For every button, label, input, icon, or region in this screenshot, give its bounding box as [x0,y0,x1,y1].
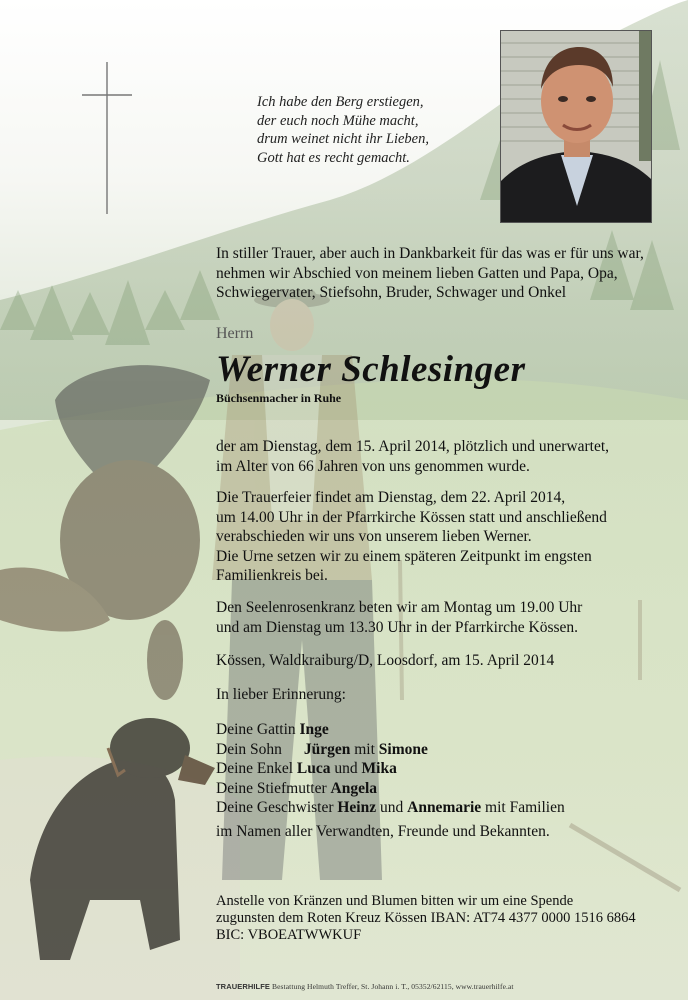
closing-line: im Namen aller Verwandten, Freunde und Bekannten. [216,823,550,840]
family-label: Deine Enkel [216,760,294,777]
death-notice-line: der am Dienstag, dem 15. April 2014, plötzlich und unerwartet, [216,438,610,455]
verse-line: drum weinet nicht ihr Lieben, [257,131,429,147]
place-date: Kössen, Waldkraiburg/D, Loosdorf, am 15. April 2014 [216,652,555,669]
death-notice-line: im Alter von 66 Jahren von uns genommen wurde. [216,457,530,475]
donation-line: Anstelle von Kränzen und Blumen bitten wir um eine Spende [216,893,574,909]
death-notice [216,437,609,476]
intro-line: In stiller Trauer, aber auch in Dankbarkeit für das was er für uns war, [216,245,644,262]
rosary-info [216,598,582,637]
family-list [216,720,565,818]
donation-line: zugunsten dem Roten Kreuz Kössen IBAN: AT74 4377 0000 1516 6864 [216,910,636,926]
family-connector: und [334,760,358,777]
funeral-line: Die Urne setzen wir zu einem späteren Zeitpunkt im engsten [216,547,592,565]
funeral-line: Die Trauerfeier findet am Dienstag, dem 22. April 2014, [216,489,566,506]
family-row-grandchildren [216,759,565,779]
salutation: Herrn [216,325,254,342]
family-label: Deine Stiefmutter [216,779,327,797]
verse-line: Gott hat es recht gemacht. [257,149,410,166]
family-member-name: Mika [361,760,397,777]
family-label: Deine Geschwister [216,799,334,816]
family-member-name: Angela [330,779,377,797]
family-member-name: Simone [378,740,428,758]
family-member-name: Jürgen [303,740,351,758]
family-label: Deine Gattin [216,721,296,738]
verse-line: der euch noch Mühe macht, [257,112,419,129]
verse-line: Ich habe den Berg erstiegen, [257,94,424,110]
trauerhilfe-logo: TRAUERHILFE [216,982,271,991]
family-member-name: Inge [299,721,329,738]
cross-icon [82,62,132,214]
deceased-name: Werner Schlesinger [216,349,526,390]
family-row-wife [216,720,565,740]
family-row-son [216,740,565,760]
funeral-info [216,488,607,586]
intro-text [216,244,644,303]
family-label: Dein Sohn [216,740,282,758]
funeral-home-credit [216,982,514,991]
rosary-line: Den Seelenrosenkranz beten wir am Montag um 19.00 Uhr [216,599,583,616]
funeral-line: verabschieden wir uns von unserem lieben Werner. [216,528,532,545]
intro-line: Schwiegervater, Stiefsohn, Bruder, Schwager und Onkel [216,284,566,301]
profession: Büchsenmacher in Ruhe [216,391,342,405]
donation-line: BIC: VBOEATWWKUF [216,927,362,943]
family-member-name: Annemarie [407,799,482,816]
funeral-line: um 14.00 Uhr in der Pfarrkirche Kössen statt und anschließend [216,508,607,526]
family-member-name: Heinz [337,799,377,816]
portrait-photo [500,30,652,223]
family-row-stepmother [216,779,565,799]
family-connector: und [380,799,404,816]
donation-notice [216,893,636,944]
family-member-name: Luca [296,760,331,777]
funeral-line: Familienkreis bei. [216,567,328,584]
memory-heading: In lieber Erinnerung: [216,686,346,703]
rosary-line: und am Dienstag um 13.30 Uhr in der Pfarrkirche Kössen. [216,618,579,636]
family-row-siblings [216,798,565,818]
family-connector: mit [354,740,375,758]
credit-text: Bestattung Helmuth Treffer, St. Johann i. T., 05352/62115, www.trauerhilfe.at [272,982,514,991]
family-connector: mit Familien [485,799,565,816]
intro-line: nehmen wir Abschied von meinem lieben Gatten und Papa, Opa, [216,264,618,282]
memorial-verse [257,93,429,167]
